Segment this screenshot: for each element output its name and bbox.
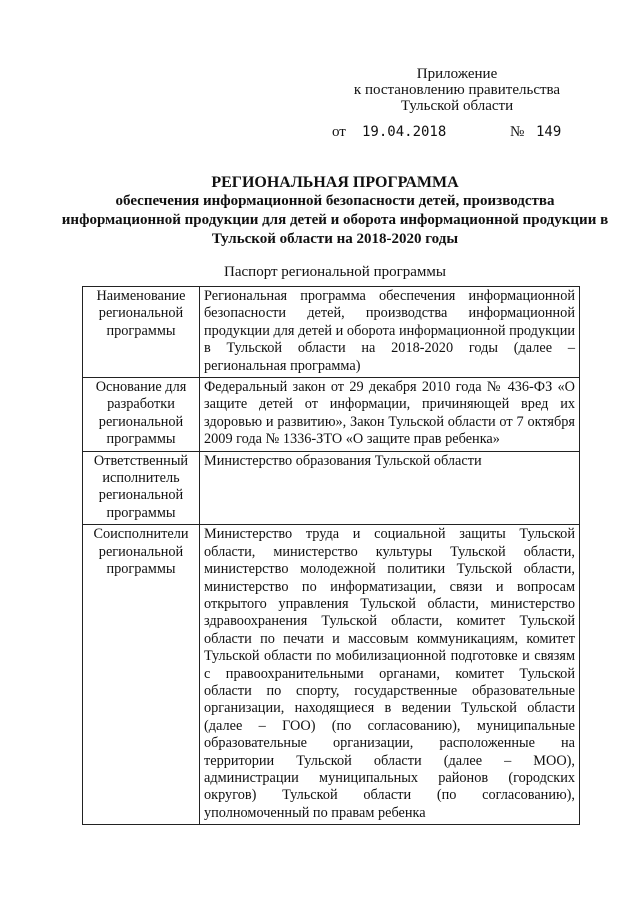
table-row [83,378,580,452]
appendix-line-1: Приложение [416,66,498,82]
decree-reference [332,124,572,144]
document-title-rest: обеспечения информационной безопасности детей, производства информационной продукции для детей и оборота информационной продукции в Тульской области на 2018-2020 годы [61,193,609,247]
document-title-main: РЕГИОНАЛЬНАЯ ПРОГРАММА [211,174,459,191]
appendix-line-2: к постановлению правительства [353,82,561,98]
decree-date: 19.04.2018 [362,124,447,140]
row-value: Министерство образования Тульской области [200,451,580,525]
table-row [83,525,580,825]
row-value: Министерство труда и социальной защиты Тульской области, министерство культуры Тульской области, министерство молодежной политики Тульской области, министерство по информатизации, связи и вопросам открытого управления Тульской области, министерство здравоохранения Тульской области, комитет Тульской области по печати и массовым коммуникациям, комитет Тульской области по мобилизационной подготовке и связям с правоохранительными органами, комитет Тульской области по спорту, государственные образовательные организации, находящиеся в ведении Тульской области (далее – ГОО) (по согласованию), муниципальные образовательные организации, расположенные на территории Тульской области (далее – МОО), администрации муниципальных районов (городских округов) Тульской области (по согласованию), уполномоченный по правам ребенка [200,525,580,825]
decree-number-label: № [510,124,525,140]
table-row [83,287,580,378]
row-value: Федеральный закон от 29 декабря 2010 года № 436-ФЗ «О защите детей от информации, причиняющей вред их здоровью и развитию», Закон Тульской области от 7 октября 2009 года № 1336-ЗТО «О защите прав ребенка» [200,378,580,452]
row-label: Основание для разработки региональной программы [83,378,200,452]
passport-table [82,286,580,825]
appendix-block [345,66,569,114]
row-value: Региональная программа обеспечения информационной безопасности детей, производства информационной продукции для детей и оборота информационной продукции в Тульской области на 2018-2020 годы (далее – региональная программа) [200,287,580,378]
decree-number: 149 [536,124,562,140]
row-label: Наименование региональной программы [83,287,200,378]
passport-heading: Паспорт региональной программы [224,264,446,280]
row-label: Ответственный исполнитель региональной программы [83,451,200,525]
row-label: Соисполнители региональной программы [83,525,200,825]
table-row [83,451,580,525]
document-title [60,173,610,249]
decree-from-label: от [332,124,346,140]
appendix-line-3: Тульской области [400,98,514,114]
